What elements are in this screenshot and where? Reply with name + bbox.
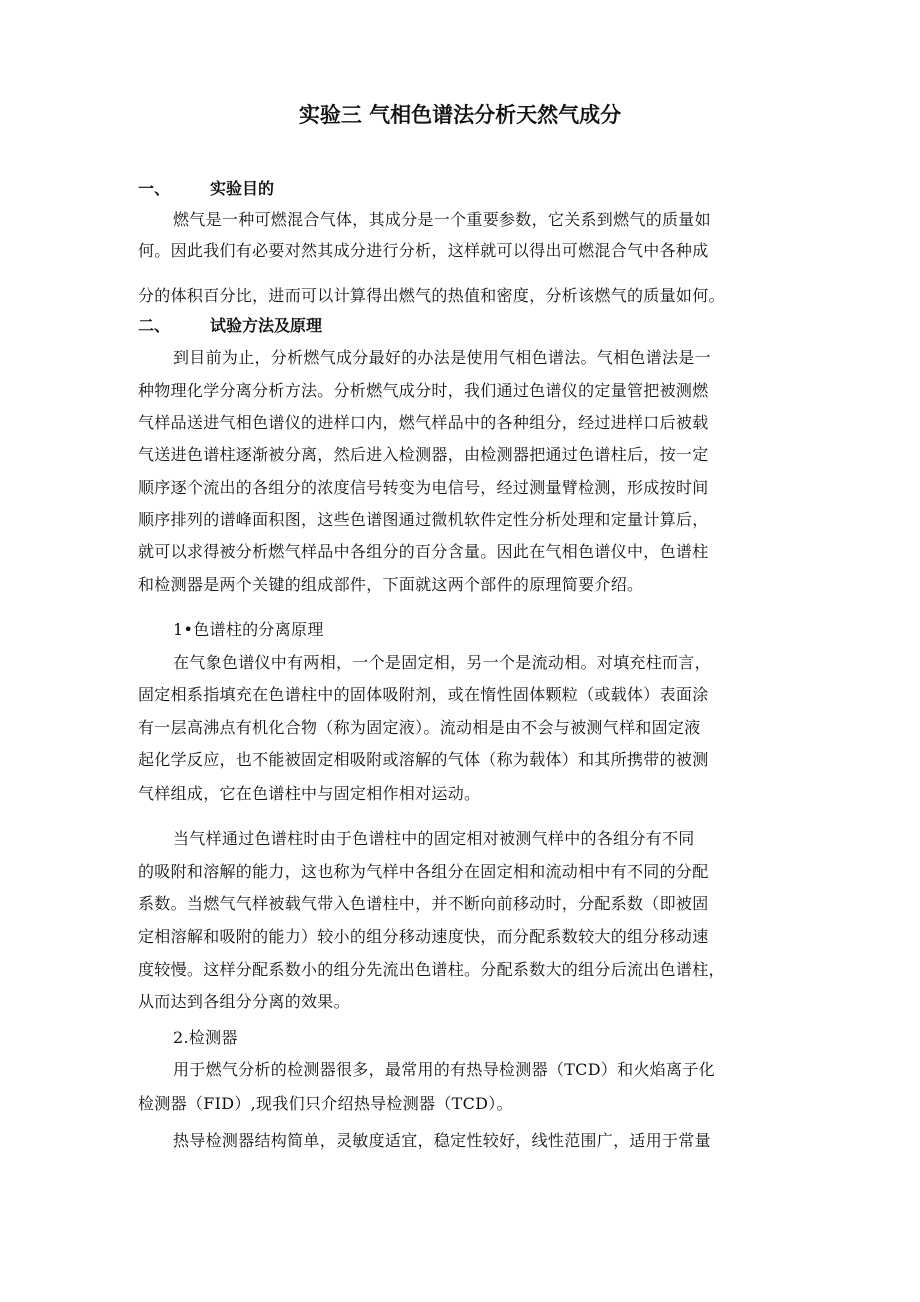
paragraph-line: 和检测器是两个关键的组成部件，下面就这两个部件的原理简要介绍。: [138, 575, 644, 594]
paragraph-line: 度较慢。这样分配系数小的组分先流出色谱柱。分配系数大的组分后流出色谱柱，: [138, 960, 725, 979]
section-title: 试验方法及原理: [210, 316, 323, 335]
section-number: 二、: [138, 316, 171, 335]
paragraph-line: 燃气是一种可燃混合气体，其成分是一个重要参数，它关系到燃气的质量如: [173, 210, 711, 229]
section-heading-method: [138, 311, 322, 341]
subsection-heading: 2.检测器: [173, 1028, 238, 1047]
paragraph-line: 气样品送进气相色谱仪的进样口内，燃气样品中的各种组分，经过进样口后被载: [138, 413, 709, 432]
paragraph-line: 何。因此我们有必要对然其成分进行分析，这样就可以得出可燃混合气中各种成: [138, 241, 709, 260]
subsection-heading: 1•色谱柱的分离原理: [173, 620, 324, 639]
section-heading-purpose: [138, 174, 274, 204]
paragraph-line: 有一层高沸点有机化合物（称为固定液）。流动相是由不会与被测气样和固定液: [138, 718, 701, 737]
paragraph-line: 固定相系指填充在色谱柱中的固体吸附剂，或在惰性固体颗粒（或载体）表面涂: [138, 685, 709, 704]
paragraph-line: 检测器（FID）,现我们只介绍热导检测器（TCD）。: [138, 1094, 513, 1113]
paragraph-line: 顺序逐个流出的各组分的浓度信号转变为电信号，经过测量臂检测，形成按时间: [138, 478, 709, 497]
paragraph-line: 定相溶解和吸附的能力）较小的组分移动速度快，而分配系数较大的组分移动速: [138, 927, 709, 946]
paragraph-line: 从而达到各组分分离的效果。: [138, 992, 350, 1011]
section-number: 一、: [138, 179, 171, 198]
paragraph-line: 气送进色谱柱逐渐被分离，然后进入检测器，由检测器把通过色谱柱后，按一定: [138, 445, 709, 464]
paragraph-line: 在气象色谱仪中有两相，一个是固定相，另一个是流动相。对填充柱而言，: [173, 653, 711, 672]
paragraph-line: 的吸附和溶解的能力，这也称为气样中各组分在固定相和流动相中有不同的分配: [138, 862, 709, 881]
paragraph-line: 气样组成，它在色谱柱中与固定相作相对运动。: [138, 784, 481, 803]
paragraph-line: 顺序排列的谱峰面积图，这些色谱图通过微机软件定性分析处理和定量计算后，: [138, 510, 709, 529]
paragraph-line: 种物理化学分离分析方法。分析燃气成分时，我们通过色谱仪的定量管把被测燃: [138, 381, 709, 400]
paragraph-line: 就可以求得被分析燃气样品中各组分的百分含量。因此在气相色谱仪中，色谱柱: [138, 542, 709, 561]
paragraph-line: 当气样通过色谱柱时由于色谱柱中的固定相对被测气样中的各组分有不同: [173, 829, 695, 848]
document-title: 实验三 气相色谱法分析天然气成分: [298, 102, 622, 127]
paragraph-line: 用于燃气分析的检测器很多，最常用的有热导检测器（TCD）和火焰离子化: [173, 1060, 715, 1079]
section-title: 实验目的: [210, 179, 275, 198]
paragraph-line: 热导检测器结构简单，灵敏度适宜，稳定性较好，线性范围广，适用于常量: [173, 1131, 711, 1150]
paragraph-line: 分的体积百分比，进而可以计算得出燃气的热值和密度，分析该燃气的质量如何。: [138, 286, 725, 305]
paragraph-line: 系数。当燃气气样被载气带入色谱柱中，并不断向前移动时，分配系数（即被固: [138, 894, 709, 913]
paragraph-line: 到目前为止，分析燃气成分最好的办法是使用气相色谱法。气相色谱法是一: [173, 348, 711, 367]
paragraph-line: 起化学反应，也不能被固定相吸附或溶解的气体（称为载体）和其所携带的被测: [138, 750, 709, 769]
